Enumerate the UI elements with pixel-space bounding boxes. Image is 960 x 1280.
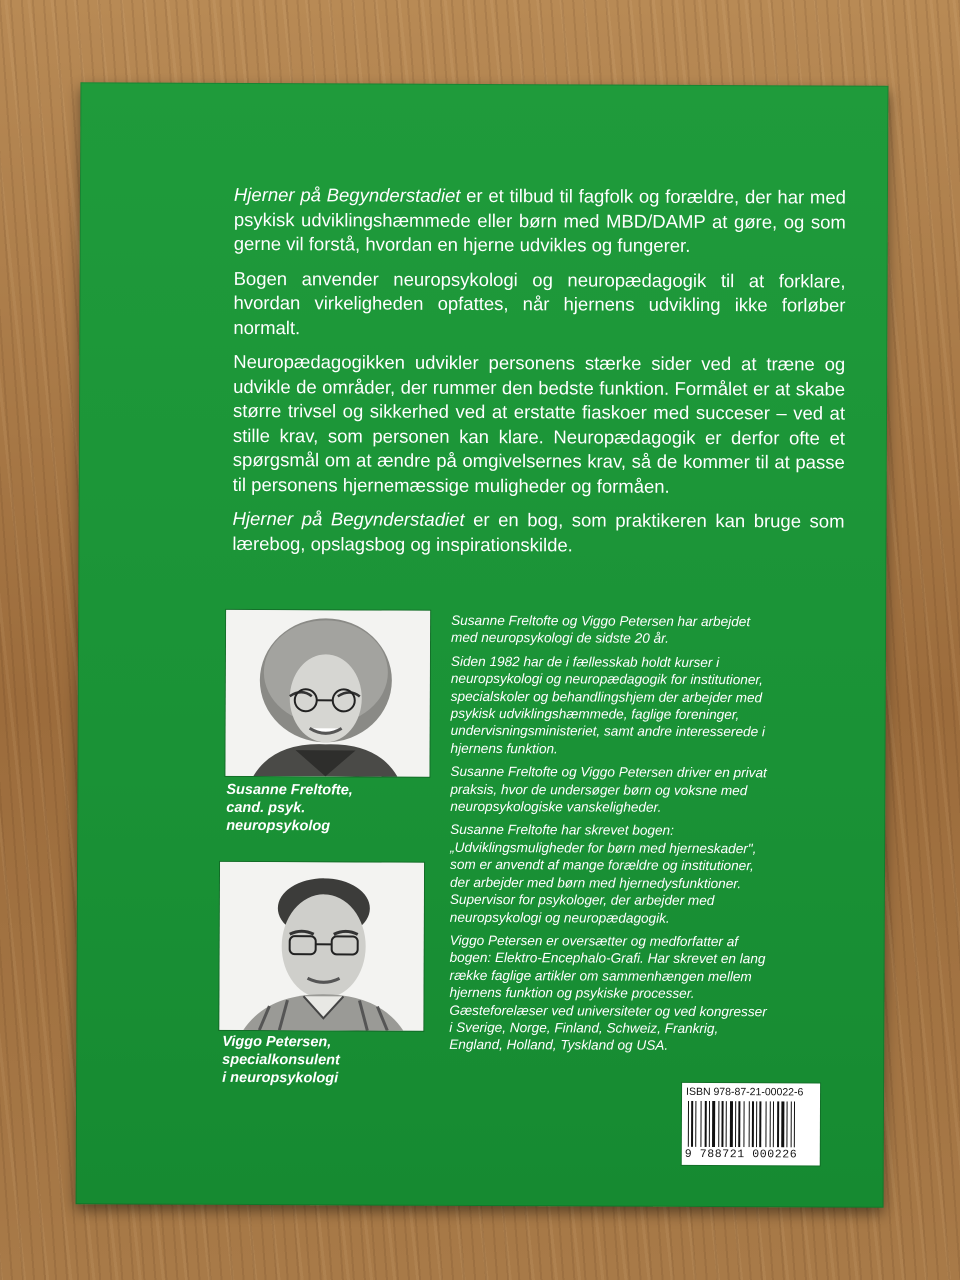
- intro-paragraph-4: [232, 507, 844, 559]
- barcode-digits: 9 788721 000226: [684, 1147, 798, 1162]
- portrait-man-image: [219, 862, 424, 1031]
- caption-line: Susanne Freltofte,: [226, 781, 353, 799]
- intro-paragraph-1-text: er et tilbud til fagfolk og forældre, der har med psykisk udviklingshæmmede eller børn med MBD/DAMP at gøre, og som gerne vil forstå, hvordan en hjerne udvikles og fungerer.: [233, 184, 846, 256]
- caption-line: cand. psyk.: [226, 799, 306, 817]
- caption-line: specialkonsulent: [222, 1051, 340, 1069]
- book-title-italic: Hjerner på Begynderstadiet: [232, 507, 465, 530]
- bio-paragraph: Susanne Freltofte og Viggo Petersen har arbejdet med neuropsykologi de sidste 20 år.: [450, 612, 751, 647]
- book-back-cover: [76, 82, 889, 1208]
- bio-paragraph: Viggo Petersen er oversætter og medforfatter af bogen: Elektro-Encephalo-Grafi. Har skrevet en lang række faglige artikler om sammenhængen mellem hjernens funktion og psykiske processer. Gæsteforelæser ved universiteter og ved kongresser i Sverige, Norge, Finland, Schweiz, Frankrig, England, Holland, Tyskland og USA.: [449, 932, 767, 1054]
- bio-paragraph: Susanne Freltofte har skrevet bogen: „Udviklingsmuligheder for børn med hjerneskader", som er anvendt af mange forældre og institutioner, der arbejder med børn med hjernedysfunktioner. Supervisor for psykologer, der arbejder med neuropsykologi og neuropædagogik.: [449, 822, 757, 926]
- barcode-bars: [686, 1101, 816, 1148]
- bio-paragraph: Siden 1982 har de i fællesskab holdt kurser i neuropsykologi og neuropædagogik for institutioner, specialskoler og behandlingshjem der arbejder med psykisk udviklingshæmmede, faglige foreninger, undervisningsministeriet, samt andre interesserede i hjernens funktion.: [450, 653, 765, 757]
- intro-text: [232, 183, 846, 569]
- intro-paragraph-1: [234, 183, 846, 259]
- intro-paragraph-3: Neuropædagogikken udvikler personens stærke sider ved at træne og udvikle de områder, der rummer den bedste funktion. Formålet er at skabe større trivsel og sikkerhed ved at erstatte fiaskoer med succeser – ved at stille krav, som personen kan klare. Neuropædagogik er derfor ofte et spørgsmål om at ændre på omgivelsernes krav, så de kommer til at passe til personens hjernemæssige muligheder og formåen.: [232, 350, 846, 497]
- portrait-woman-image: [225, 610, 430, 777]
- caption-line: i neuropsykologi: [222, 1069, 339, 1087]
- author-photo-susanne: [225, 610, 430, 777]
- bio-paragraph: Susanne Freltofte og Viggo Petersen driver en privat praksis, hvor de undersøger børn og voksne med neuropsykologiske vanskeligheder.: [450, 764, 767, 815]
- caption-viggo: [222, 1033, 340, 1088]
- book-title-italic: Hjerner på Begynderstadiet: [233, 183, 461, 206]
- isbn-barcode: [682, 1083, 820, 1166]
- isbn-label: ISBN 978-87-21-00022-6: [686, 1085, 804, 1099]
- caption-susanne: [226, 781, 353, 836]
- caption-line: neuropsykolog: [226, 817, 331, 835]
- author-biography: [449, 612, 771, 1061]
- author-photo-viggo: [219, 862, 424, 1031]
- intro-paragraph-4-text: er en bog, som praktikeren kan bruge som lærebog, opslagsbog og inspirationskilde.: [232, 508, 845, 555]
- intro-paragraph-2: Bogen anvender neuropsykologi og neuropædagogik til at forklare, hvordan virkeligheden opfattes, når hjernens udvikling ikke forløber normalt.: [233, 267, 846, 338]
- caption-line: Viggo Petersen,: [222, 1033, 332, 1051]
